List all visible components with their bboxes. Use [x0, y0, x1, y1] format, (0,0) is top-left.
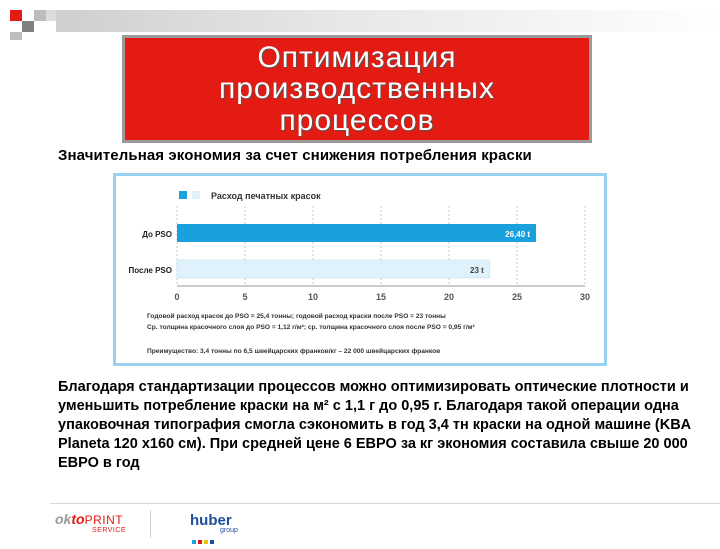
- legend-swatch-light: [192, 191, 200, 199]
- banner-title: [125, 38, 589, 140]
- bar-value-label-0: 26,40 t: [505, 230, 531, 239]
- logo-to-text: to: [71, 511, 85, 527]
- chart-benefit-note: Преимущество: 3,4 тонны по 6,5 швейцарских франков/кг – 22 000 швейцарских франков: [147, 348, 441, 355]
- x-tick-label-3: 15: [375, 292, 387, 302]
- x-tick-label-4: 20: [443, 292, 455, 302]
- corner-decoration: [0, 0, 60, 40]
- category-label-1: После PSO: [128, 266, 172, 275]
- x-tick-label-2: 10: [307, 292, 319, 302]
- logo-group-text: group: [220, 527, 238, 534]
- huber-group-logo: [190, 512, 260, 538]
- x-tick-label-6: 30: [579, 292, 591, 302]
- bar-1: [177, 260, 490, 278]
- banner-line-2: производственных: [219, 72, 495, 106]
- banner-line-3: процессов: [279, 103, 435, 137]
- legend-swatch-dark: [179, 191, 187, 199]
- legend-label: Расход печатных красок: [211, 191, 321, 201]
- logo-print-text: PRINT: [84, 513, 124, 527]
- chart-note-1: Ср. толщина красочного слоя до PSO = 1,12 г/м²; ср. толщина красочного слоя после PSO = 0,95 г/м²: [147, 324, 475, 331]
- logo-service-text: SERVICE: [92, 527, 127, 534]
- chart-svg: [116, 176, 604, 363]
- logo-separator: [150, 510, 151, 538]
- bar-0: [177, 224, 536, 242]
- bar-value-label-1: 23 t: [470, 266, 484, 275]
- body-paragraph: Благодаря стандартизации процессов можно оптимизировать оптические плотности и уменьшить потребление краски на м² с 1,1 г до 0,95 г. Благодаря такой операции одна упаковочная типография смогла сэкономить в год 3,4 тн краски на одной машине (KBA Planeta 120 х160 см). При средней цене 6 ЕВРО за кг экономия составила свыше 20 000 ЕВРО в год: [58, 379, 691, 471]
- logo-huber-text: huber: [190, 512, 232, 529]
- okto-print-logo: [55, 511, 135, 539]
- x-tick-label-0: 0: [174, 292, 180, 302]
- logo-ok-text: ok: [55, 511, 72, 527]
- category-label-0: До PSO: [142, 230, 172, 239]
- footer-divider: [50, 503, 720, 504]
- title-banner: [122, 35, 592, 143]
- banner-line-1: Оптимизация: [257, 40, 457, 74]
- logo-color-dots: [192, 531, 216, 549]
- x-tick-label-5: 25: [511, 292, 523, 302]
- chart-note-0: Годовой расход красок до PSO = 25,4 тонны; годовой расход краски после PSO = 23 тонны: [147, 313, 446, 320]
- ink-usage-chart: [113, 173, 607, 366]
- x-tick-label-1: 5: [242, 292, 248, 302]
- slide-subtitle: Значительная экономия за счет снижения потребления краски: [58, 147, 532, 164]
- header-gradient-bar: [56, 10, 720, 32]
